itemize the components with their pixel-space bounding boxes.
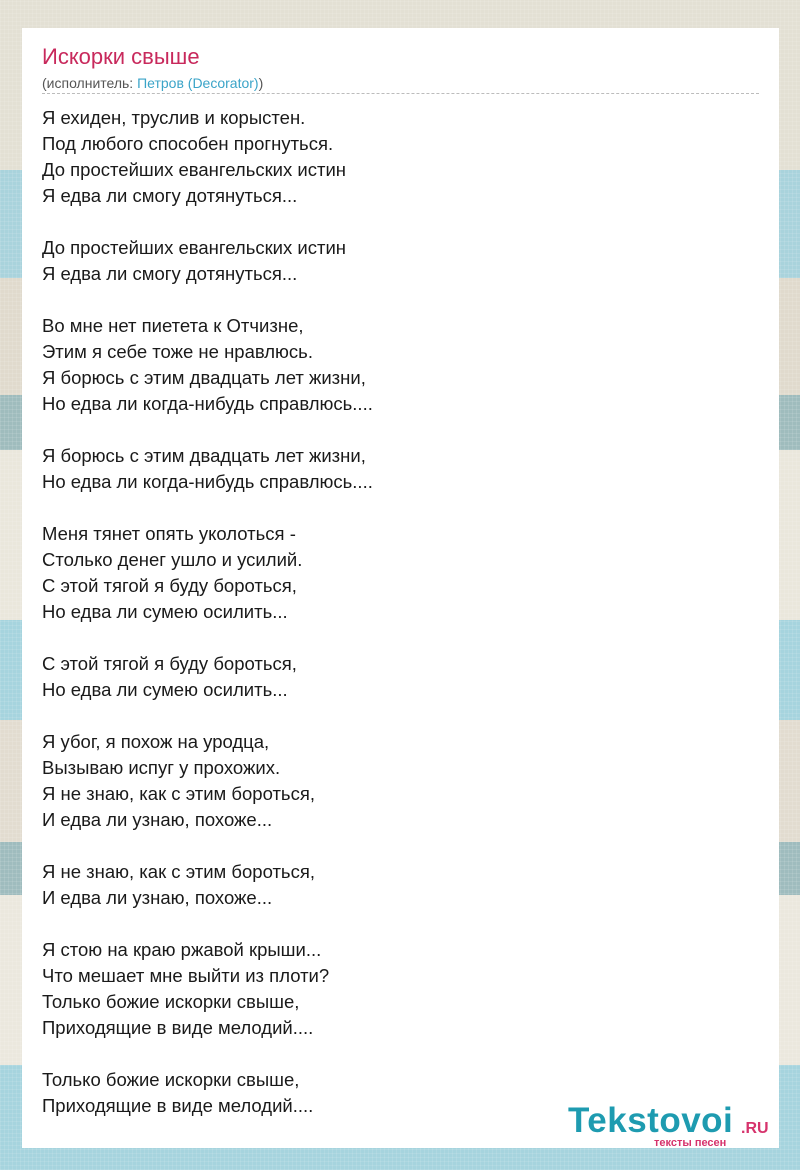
lyric-line: Столько денег ушло и усилий.	[42, 549, 303, 570]
lyric-stanza	[42, 729, 373, 833]
lyric-line: Вызываю испуг у прохожих.	[42, 757, 281, 778]
lyric-line: Приходящие в виде мелодий....	[42, 1017, 314, 1038]
lyric-line: Но едва ли когда-нибудь справлюсь....	[42, 393, 373, 414]
lyric-line: Только божие искорки свыше,	[42, 991, 300, 1012]
lyric-stanza	[42, 443, 373, 495]
logo-wordmark: Tekstovoi	[568, 1101, 734, 1140]
lyric-stanza	[42, 859, 373, 911]
performer-suffix: )	[258, 75, 264, 91]
lyric-line: И едва ли узнаю, похоже...	[42, 887, 273, 908]
lyric-line: Я не знаю, как с этим бороться,	[42, 861, 315, 882]
divider	[42, 93, 759, 94]
lyric-line: Но едва ли сумею осилить...	[42, 679, 288, 700]
lyric-stanza	[42, 235, 373, 287]
artist-link[interactable]: Петров (Decorator)	[137, 75, 259, 91]
logo-tagline: тексты песен	[654, 1137, 727, 1149]
lyrics-body	[42, 105, 373, 1119]
lyric-line: С этой тягой я буду бороться,	[42, 575, 297, 596]
lyric-line: Что мешает мне выйти из плоти?	[42, 965, 330, 986]
lyric-line: Только божие искорки свыше,	[42, 1069, 300, 1090]
lyric-stanza	[42, 521, 373, 625]
lyric-stanza	[42, 651, 373, 703]
lyric-line: Я борюсь с этим двадцать лет жизни,	[42, 445, 366, 466]
site-logo[interactable]	[568, 1101, 773, 1153]
lyric-line: Но едва ли сумею осилить...	[42, 601, 288, 622]
performer-prefix: (исполнитель:	[42, 75, 138, 91]
lyric-line: Под любого способен прогнуться.	[42, 133, 334, 154]
lyric-stanza	[42, 937, 373, 1041]
lyric-line: Я борюсь с этим двадцать лет жизни,	[42, 367, 366, 388]
lyric-stanza	[42, 1067, 373, 1119]
performer-line	[42, 74, 263, 92]
lyric-line: И едва ли узнаю, похоже...	[42, 809, 273, 830]
logo-tld: .RU	[741, 1120, 769, 1137]
lyric-line: Но едва ли когда-нибудь справлюсь....	[42, 471, 373, 492]
lyric-line: Я едва ли смогу дотянуться...	[42, 263, 298, 284]
lyric-line: Я не знаю, как с этим бороться,	[42, 783, 315, 804]
lyric-line: Я убог, я похож на уродца,	[42, 731, 270, 752]
lyric-stanza	[42, 105, 373, 209]
lyric-line: До простейших евангельских истин	[42, 159, 347, 180]
song-title: Искорки свыше	[42, 44, 200, 69]
lyric-line: Этим я себе тоже не нравлюсь.	[42, 341, 313, 362]
lyric-stanza	[42, 313, 373, 417]
lyrics-card	[22, 28, 779, 1148]
lyric-line: До простейших евангельских истин	[42, 237, 347, 258]
lyric-line: Я стою на краю ржавой крыши...	[42, 939, 322, 960]
lyric-line: Приходящие в виде мелодий....	[42, 1095, 314, 1116]
lyric-line: Меня тянет опять уколоться -	[42, 523, 296, 544]
lyric-line: С этой тягой я буду бороться,	[42, 653, 297, 674]
lyric-line: Я едва ли смогу дотянуться...	[42, 185, 298, 206]
lyric-line: Я ехиден, труслив и корыстен.	[42, 107, 306, 128]
lyric-line: Во мне нет пиетета к Отчизне,	[42, 315, 304, 336]
